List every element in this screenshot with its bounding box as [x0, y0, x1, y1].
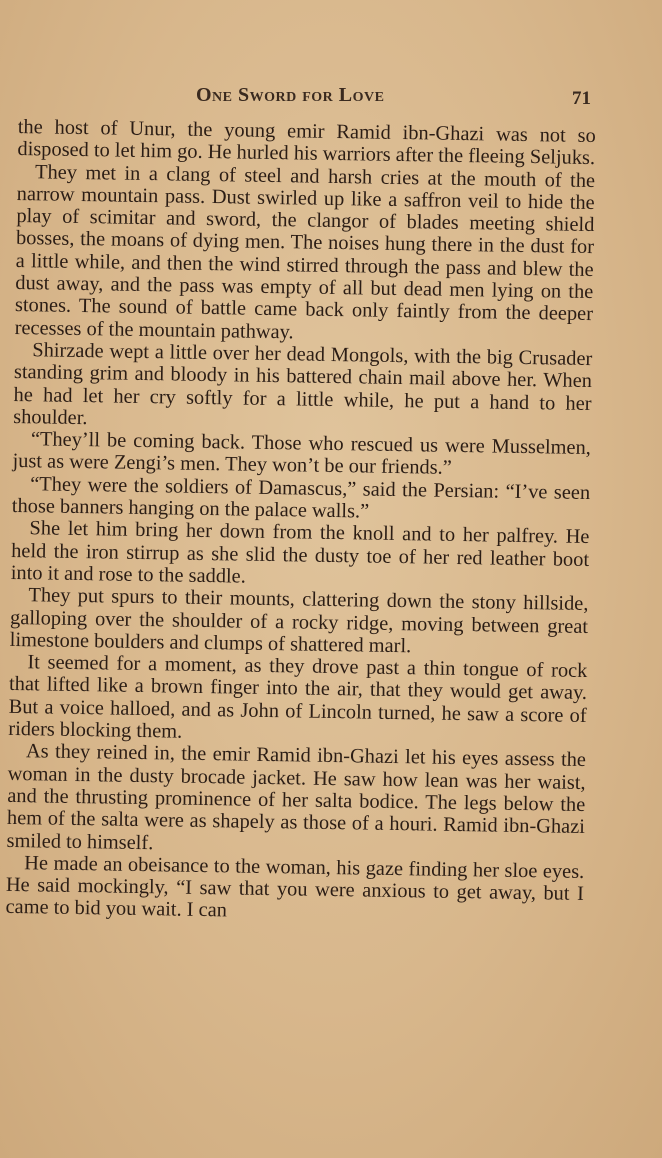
paragraph: He made an obeisance to the woman, his gaze finding her sloe eyes. He said mockingly, “I saw that you were anxious to get away, but I came to bid you wait. I can — [5, 851, 585, 922]
paragraph: It seemed for a moment, as they drove past a thin tongue of rock that lifted like a brown finger into the air, that they would get away. But a voice halloed, and as John of Lincoln turned, he saw a score of riders blocking them. — [8, 651, 588, 743]
paragraph: They put spurs to their mounts, clattering down the stony hillside, galloping over the shoulder of a rocky ridge, moving between great limestone boulders and clumps of shattered marl. — [9, 584, 589, 658]
body-text — [5, 116, 596, 928]
paragraph: Shirzade wept a little over her dead Mongols, with the big Crusader standing grim and bloody in his battered chain mail above her. When he had let her cry softly for a little while, he put a hand to her shoulder. — [13, 339, 593, 429]
paragraph: She let him bring her down from the knoll and to her palfrey. He held the iron stirrup as she slid the dusty toe of her red leather boot into it and rose to the saddle. — [10, 517, 590, 588]
page-number: 71 — [572, 88, 591, 109]
running-title: One Sword for Love — [196, 84, 385, 106]
paragraph: the host of Unur, the young emir Ramid ibn-Ghazi was not so disposed to let him go. He hurled his warriors after the fleeing Seljuks. — [17, 116, 596, 170]
paragraph: They met in a clang of steel and harsh cries at the mouth of the narrow mountain pass. Dust swirled up like a saffron veil to hide the play of scimitar and sword, the clangor of blades meeting shield bosses, the moans of dying men. The noises hung there in the dust for a little while, and then the wind stirred through the pass and blew the dust away, and the pass was empty of all but dead men lying on the stones. The sound of battle came back only faintly from the deeper recesses of the mountain pathway. — [14, 160, 596, 344]
paragraph: “They were the soldiers of Damascus,” said the Persian: “I’ve seen those banners hanging on the palace walls.” — [11, 472, 591, 523]
paragraph: “They’ll be coming back. Those who rescued us were Musselmen, just as were Zengi’s men. They won’t be our friends.” — [12, 428, 592, 480]
paragraph: As they reined in, the emir Ramid ibn-Ghazi let his eyes assess the woman in the dusty brocade jacket. He saw how lean was her waist, and the thrusting prominence of her salta bodice. The legs below the hem of the salta were as shapely as those of a houri. Ramid ibn-Ghazi smiled to himself. — [6, 740, 587, 854]
